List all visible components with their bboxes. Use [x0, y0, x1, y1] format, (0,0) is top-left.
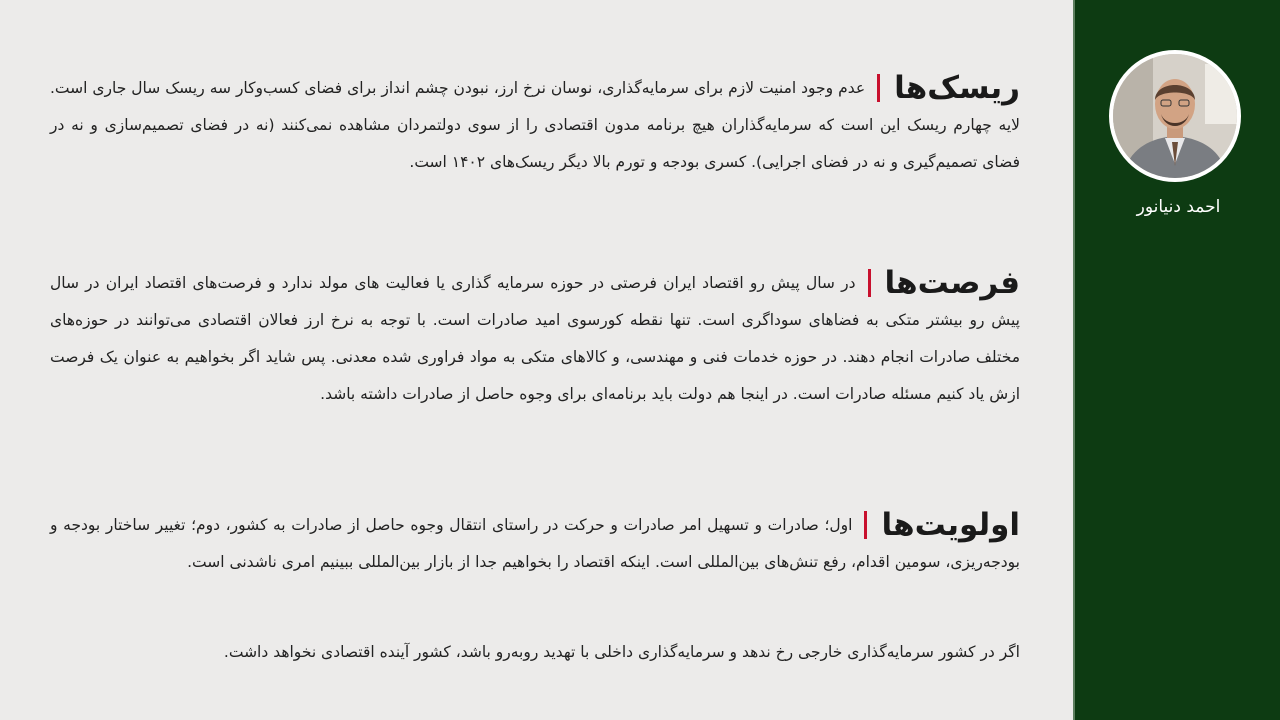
priorities-body: اول؛ صادرات و تسهیل امر صادرات و حرکت در راستای انتقال وجوه حاصل از صادرات به کشور، دوم؛ تغییر ساختار بودجه و بودجه‌ریزی، سومین اقدام، رفع تنش‌های بین‌المللی است. اینکه اقتصاد را بخواهیم جدا از بازار بین‌المللی ببینیم امری ناشدنی است.	[50, 516, 1020, 571]
opportunities-heading: فرصت‌ها	[884, 265, 1020, 301]
risks-accent-bar	[877, 74, 880, 102]
closing-paragraph: اگر در کشور سرمایه‌گذاری خارجی رخ ندهد و سرمایه‌گذاری داخلی با تهدید روبه‌رو باشد، کشور آینده اقتصادی نخواهد داشت.	[223, 643, 1020, 661]
risks-section	[50, 70, 1020, 181]
opportunities-section	[50, 265, 1020, 413]
priorities-heading: اولویت‌ها	[881, 507, 1020, 543]
author-photo	[1113, 54, 1237, 178]
author-name: احمد دنیانور	[1136, 197, 1221, 217]
author-sidebar	[1073, 0, 1280, 720]
priorities-accent-bar	[864, 511, 867, 539]
opportunities-accent-bar	[868, 269, 871, 297]
priorities-section	[50, 507, 1020, 581]
author-avatar	[1109, 50, 1241, 182]
risks-heading: ریسک‌ها	[894, 70, 1020, 106]
risks-body: عدم وجود امنیت لازم برای سرمایه‌گذاری، نوسان نرخ ارز، نبودن چشم انداز برای فضای کسب‌وکار سه ریسک سال جاری است. لایه چهارم ریسک این است که سرمایه‌گذاران هیچ برنامه مدون اقتصادی را از سوی دولتمردان مشاهده نمی‌کنند (نه در فضای تصمیم‌سازی و نه در فضای تصمیم‌گیری و نه در فضای اجرایی). کسری بودجه و تورم بالا دیگر ریسک‌های ۱۴۰۲ است.	[50, 79, 1020, 171]
opportunities-body: در سال پیش رو اقتصاد ایران فرصتی در حوزه سرمایه گذاری یا فعالیت های مولد ندارد و فرصت‌های اقتصاد ایران در سال پیش رو بیشتر متکی به فضاهای سوداگری است. تنها نقطه کورسوی امید صادرات است. با توجه به نرخ ارز فعالان اقتصادی می‌توانند در حوزه‌های مختلف صادرات انجام دهند. در حوزه خدمات فنی و مهندسی، و کالاهای متکی به مواد فراوری شده معدنی. پس شاید اگر بخواهیم به عنوان یک فرصت ازش یاد کنیم مسئله صادرات است. در اینجا هم دولت باید برنامه‌ای برای وجوه حاصل از صادرات داشته باشد.	[50, 274, 1020, 403]
